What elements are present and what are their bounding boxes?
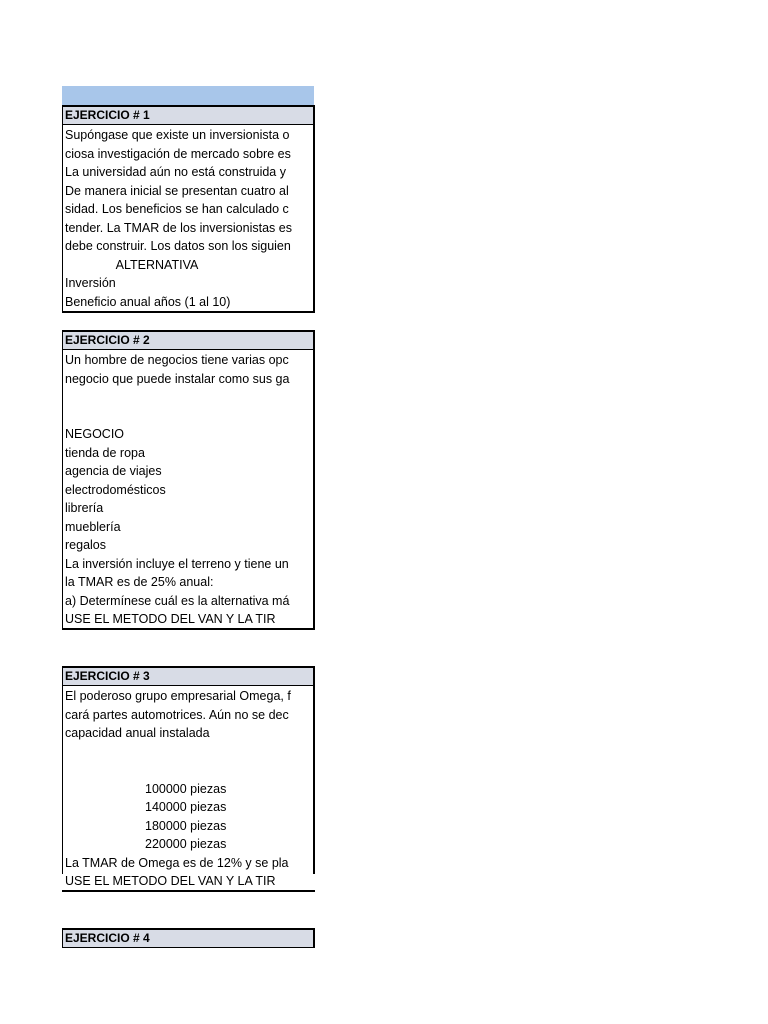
text-line: La TMAR de Omega es de 12% y se pla: [65, 855, 289, 870]
text-line: [65, 388, 311, 406]
section-divider: [62, 628, 315, 630]
text-line: negocio que puede instalar como sus ga: [65, 371, 290, 386]
section-divider: [62, 890, 315, 892]
list-item: librería: [65, 501, 104, 515]
negocio-header: NEGOCIO: [65, 427, 125, 441]
exercise-3-title: EJERCICIO # 3: [63, 666, 313, 686]
exercise-2-title: EJERCICIO # 2: [63, 330, 313, 350]
header-band: [62, 86, 314, 105]
list-item: mueblería: [65, 519, 121, 534]
capacity-option: 100000 piezas: [145, 781, 227, 796]
list-item: agencia de viajes: [65, 464, 162, 478]
text-line: La inversión incluye el terreno y tiene un: [65, 556, 289, 571]
exercise-1: [62, 105, 315, 312]
exercise-2: [62, 330, 315, 630]
alternativa-label: ALTERNATIVA: [115, 257, 199, 272]
exercise-3: [62, 666, 315, 888]
text-line: sidad. Los beneficios se han calculado c: [65, 202, 289, 216]
inversion-label: Inversión: [65, 276, 116, 290]
exercise-4: [62, 928, 315, 948]
text-line: Supóngase que existe un inversionista o: [65, 128, 290, 142]
list-item: tienda de ropa: [65, 445, 145, 460]
section-divider: [62, 311, 315, 313]
text-line: La universidad aún no está construida y: [65, 165, 286, 179]
method-instruction: USE EL METODO DEL VAN Y LA TIR: [65, 874, 276, 888]
text-line: De manera inicial se presentan cuatro al: [65, 183, 289, 198]
list-item: electrodomésticos: [65, 482, 166, 497]
text-line: capacidad anual instalada: [65, 726, 210, 740]
text-line: cará partes automotrices. Aún no se dec: [65, 707, 289, 722]
text-line: [65, 743, 311, 761]
spreadsheet-page: [62, 0, 314, 1024]
text-line: debe construir. Los datos son los siguien: [65, 239, 291, 253]
text-line: El poderoso grupo empresarial Omega, f: [65, 689, 291, 703]
text-line: Un hombre de negocios tiene varias opc: [65, 353, 289, 367]
capacity-option: 140000 piezas: [145, 800, 227, 814]
beneficio-label: Beneficio anual años (1 al 10): [65, 294, 231, 309]
text-line: ciosa investigación de mercado sobre es: [65, 146, 291, 161]
exercise-4-title: EJERCICIO # 4: [63, 928, 313, 948]
list-item: regalos: [65, 538, 106, 552]
capacity-option: 180000 piezas: [145, 818, 227, 833]
capacity-option: 220000 piezas: [145, 837, 227, 851]
method-instruction: USE EL METODO DEL VAN Y LA TIR: [65, 612, 276, 626]
text-line: la TMAR es de 25% anual:: [65, 575, 214, 589]
text-line: tender. La TMAR de los inversionistas es: [65, 220, 292, 235]
exercise-1-title: EJERCICIO # 1: [63, 105, 313, 125]
text-line: [65, 407, 311, 425]
text-line: a) Determínese cuál es la alternativa má: [65, 593, 290, 608]
